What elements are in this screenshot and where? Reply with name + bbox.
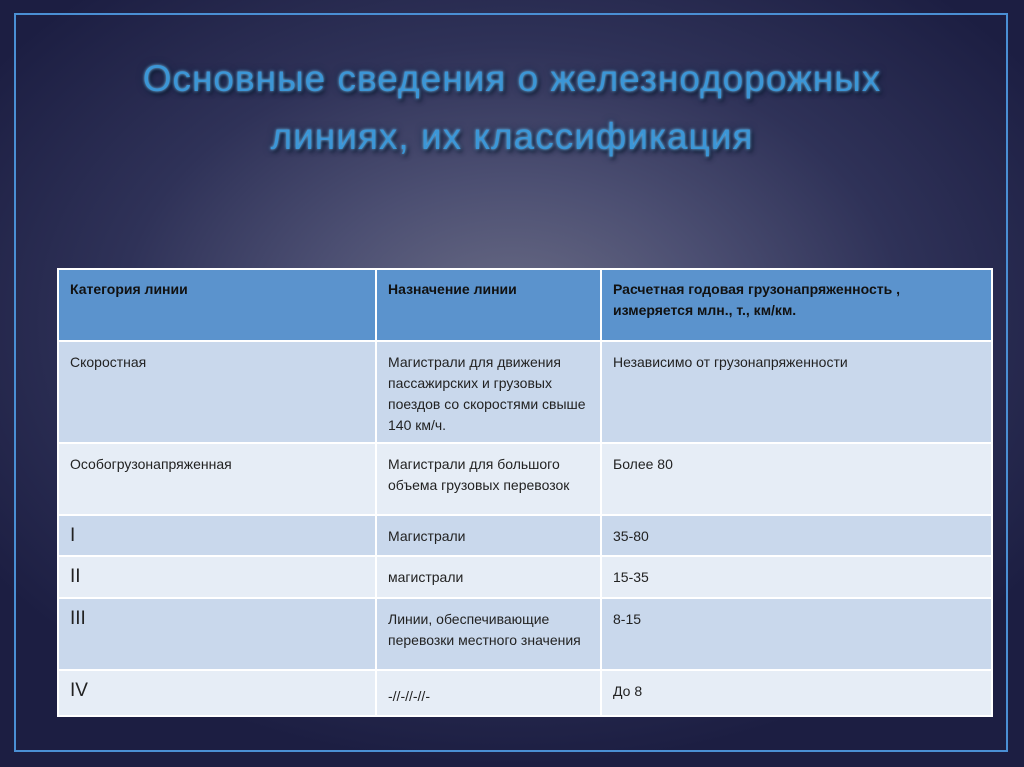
table-row — [58, 670, 992, 716]
cell-purpose: Магистрали для большого объема грузовых перевозок — [376, 443, 601, 515]
header-category: Категория линии — [58, 269, 376, 341]
classification-table — [57, 268, 993, 717]
cell-load: Более 80 — [601, 443, 992, 515]
cell-category: II — [58, 556, 376, 598]
cell-purpose: -//-//-//- — [376, 670, 601, 716]
cell-category: IV — [58, 670, 376, 716]
cell-category: I — [58, 515, 376, 556]
cell-load: До 8 — [601, 670, 992, 716]
cell-load: 15-35 — [601, 556, 992, 598]
cell-load: 35-80 — [601, 515, 992, 556]
slide-title — [40, 50, 984, 166]
title-line-2: линиях, их классификация — [270, 116, 754, 157]
table-row — [58, 598, 992, 670]
cell-load: 8-15 — [601, 598, 992, 670]
table-row — [58, 341, 992, 443]
cell-purpose: Магистрали для движения пассажирских и грузовых поездов со скоростями свыше 140 км/ч. — [376, 341, 601, 443]
cell-category: Особогрузонапряженная — [58, 443, 376, 515]
table-row — [58, 556, 992, 598]
cell-purpose: Линии, обеспечивающие перевозки местного значения — [376, 598, 601, 670]
table-header-row — [58, 269, 992, 341]
cell-purpose: магистрали — [376, 556, 601, 598]
cell-category: Скоростная — [58, 341, 376, 443]
cell-purpose: Магистрали — [376, 515, 601, 556]
header-load: Расчетная годовая грузонапряженность , измеряется млн., т., км/км. — [601, 269, 992, 341]
cell-category: III — [58, 598, 376, 670]
table-row — [58, 443, 992, 515]
table-row — [58, 515, 992, 556]
header-purpose: Назначение линии — [376, 269, 601, 341]
title-line-1: Основные сведения о железнодорожных — [142, 58, 882, 99]
cell-load: Независимо от грузонапряженности — [601, 341, 992, 443]
